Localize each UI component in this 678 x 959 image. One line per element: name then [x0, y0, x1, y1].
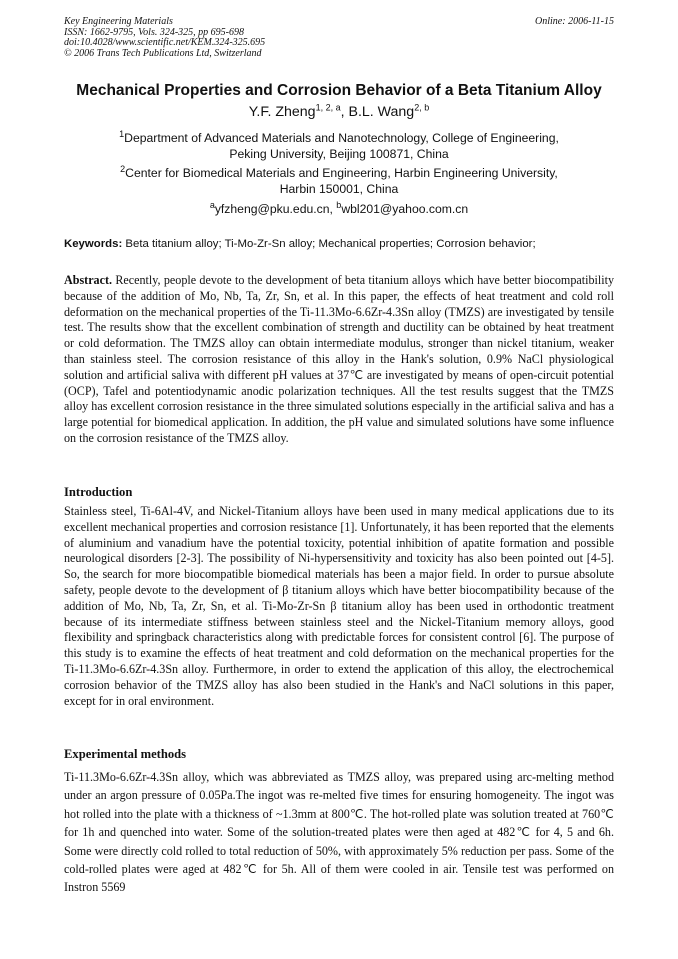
affiliation-1 — [40, 130, 638, 162]
journal-name: Key Engineering Materials — [64, 16, 173, 27]
author-1: Y.F. Zheng — [248, 104, 316, 120]
email-separator: , — [329, 202, 337, 216]
online-date: Online: 2006-11-15 — [535, 16, 614, 27]
aff-1-line-1: Department of Advanced Materials and Nanotechnology, College of Engineering, — [124, 131, 559, 145]
aff-2-line-2: Harbin 150001, China — [279, 182, 399, 196]
issn-line: ISSN: 1662-9795, Vols. 324-325, pp 695-698 — [64, 26, 244, 38]
keywords-label: Keywords: — [64, 238, 123, 250]
introduction-text: Stainless steel, Ti-6Al-4V, and Nickel-Titanium alloys have been used in many medical applications due to its excellent mechanical properties and corrosion resistance [1]. Unfortunately, it has been reported that the elements of aluminium and vanadium have the potential toxicity, potential inhibition of apatite formation and possible neurological disorders [2-3]. The possibility of Ni-hypersensitivity and toxicity has also been pointed out [4-5]. So, the search for more biocompatible biomedical materials has been a major field. In order to pursue absolute safety, people devote to the development of β titanium alloys which have better biocompatibility because of the addition of Mo, Nb, Ta, Zr, Sn, et al. Ti-Mo-Zr-Sn β titanium alloy has been used in orthodontic treatment because of its intermediate stiffness between stainless steel and the Nickel-Titanium memory alloys, good flexibility and springback characteristics along with predictable forces for consistent control [6]. The purpose of this study is to examine the effects of heat treatment and cold deformation on the mechanical properties for the Ti-11.3Mo-6.6Zr-4.3Sn alloy. Furthermore, in order to extend the application of this alloy, the electrochemical corrosion behavior of the TMZS alloy has also been studied in the Hank's and NaCl solutions in this paper, except for in oral environment. — [64, 504, 614, 708]
author-2: B.L. Wang — [348, 104, 415, 120]
abstract-text: Recently, people devote to the development of beta titanium alloys which have better biocompatibility because of the addition of Mo, Nb, Ta, Zr, Sn, et al. In this paper, the effects of heat treatment and cold roll deformation on the mechanical properties of the Ti-11.3Mo-6.6Zr-4.3Sn alloy (TMZS) are investigated by tensile test. The results show that the excellent combination of strength and ductility can be obtained by heat treatment or cold deformation. The TMZS alloy can obtain intermediate modulus, stronger than nickel titanium, weaker than stainless steel. The corrosion resistance of this alloy in the Hank's solution, 0.9% NaCl physiological solution and artificial saliva with different pH values at 37℃ are investigated by means of open-circuit potential (OCP), Tafel and potentiodynamic anodic polarization techniques. All the test results suggest that the TMZS alloy has excellent corrosion resistance in the three simulated solutions especially in the artificial saliva and has a large potential for biomedical application. In addition, the pH value and simulated solutions have some influence on the corrosion resistance of the TMZS alloy. — [64, 273, 614, 445]
affiliation-2 — [40, 165, 638, 197]
email-b[interactable]: wbl201@yahoo.com.cn — [341, 202, 469, 216]
keywords — [64, 238, 624, 250]
author-line — [40, 104, 638, 120]
author-2-sup: 2, b — [414, 102, 430, 113]
email-b-sup: b — [336, 199, 342, 210]
email-a-sup: a — [209, 199, 215, 210]
methods-heading: Experimental methods — [64, 747, 187, 761]
doi-line: doi:10.4028/www.scientific.net/KEM.324-325.695 — [64, 37, 266, 49]
email-line — [40, 201, 638, 217]
keywords-text: Beta titanium alloy; Ti-Mo-Zr-Sn alloy; Mechanical properties; Corrosion behavior; — [122, 238, 536, 250]
abstract — [64, 273, 614, 447]
author-separator: , — [340, 104, 349, 120]
paper-title: Mechanical Properties and Corrosion Behavior of a Beta Titanium Alloy — [76, 82, 602, 99]
journal-header — [64, 17, 265, 59]
aff-2-line-1: Center for Biomedical Materials and Engineering, Harbin Engineering University, — [125, 166, 558, 180]
aff-2-sup: 2 — [120, 163, 126, 174]
author-1-sup: 1, 2, a — [315, 102, 341, 113]
methods-text: Ti-11.3Mo-6.6Zr-4.3Sn alloy, which was abbreviated as TMZS alloy, was prepared using arc-melting method under an argon pressure of 0.05Pa.The ingot was re-melted five times for ensuring homogeneity. The ingot was hot rolled into the plate with a thickness of ~1.3mm at 800℃. The hot-rolled plate was solution treated at 760℃ for 1h and quenched into water. Some of the solution-treated plates were then aged at 482℃ for 4, 5 and 6h. Some were directly cold rolled to total reduction of 50%, with approximately 5% reduction per pass. Some of the cold-rolled plates were aged at 482℃ for 5h. All of them were cooled in air. Tensile test was performed on Instron 5569 — [64, 770, 614, 895]
copyright-line: © 2006 Trans Tech Publications Ltd, Switzerland — [64, 47, 262, 59]
introduction-heading: Introduction — [64, 485, 133, 499]
aff-1-sup: 1 — [119, 128, 125, 139]
email-a[interactable]: yfzheng@pku.edu.cn — [214, 202, 330, 216]
aff-1-line-2: Peking University, Beijing 100871, China — [229, 147, 449, 161]
abstract-label: Abstract. — [64, 273, 113, 287]
